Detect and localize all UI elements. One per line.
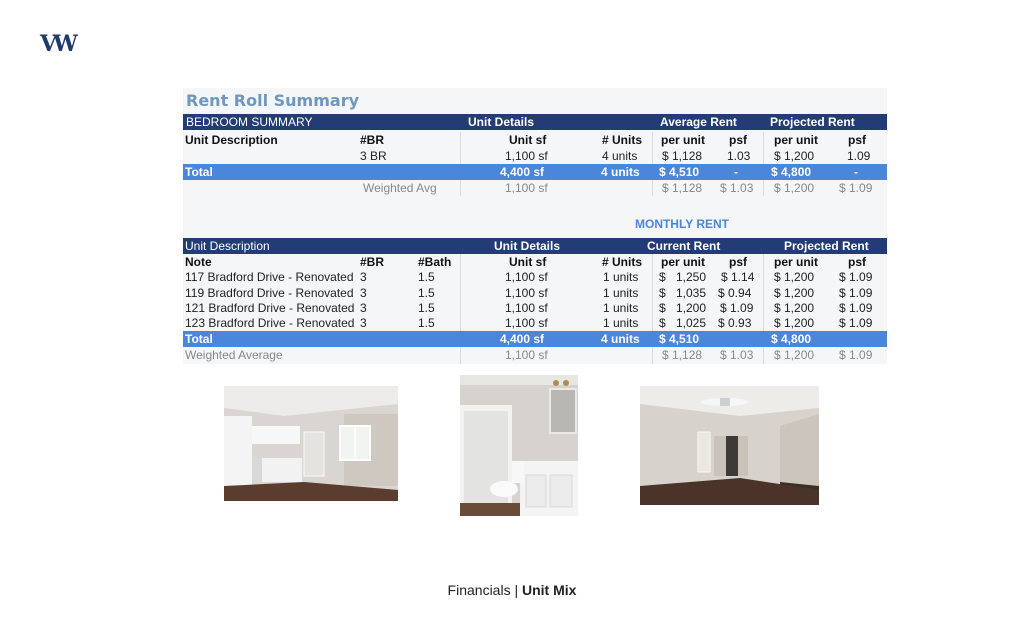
current-rent-header: Current Rent [647, 239, 721, 253]
weighted-label: Weighted Average [185, 348, 283, 362]
average-rent-header: Average Rent [660, 115, 737, 129]
section-label: Unit Description [185, 239, 270, 253]
unit-note: 119 Bradford Drive - Renovated [185, 286, 354, 300]
unit-count: 1 units [603, 286, 639, 300]
unit-br: 3 [360, 270, 367, 284]
proj-psf: $ 1.09 [839, 316, 873, 330]
section-label: BEDROOM SUMMARY [186, 115, 313, 129]
total-label: Total [185, 332, 213, 346]
total-unit-sf: 4,400 sf [500, 332, 545, 346]
table-row [183, 315, 887, 331]
col-units: # Units [602, 133, 643, 147]
col-avg-psf: psf [729, 133, 747, 147]
unit-count: 1 units [603, 270, 639, 284]
avg-psf-value: 1.03 [727, 149, 751, 163]
unit-note: 123 Bradford Drive - Renovated [185, 316, 355, 330]
proj-per-unit: $ 1,200 [774, 301, 815, 315]
cur-per-unit: 1,250 [676, 270, 707, 284]
kitchen-photo [224, 386, 398, 501]
total-unit-sf: 4,400 sf [500, 165, 545, 179]
living-room-photo [640, 386, 819, 505]
cur-per-unit: 1,025 [676, 316, 707, 330]
avg-per-unit-value: $ 1,128 [662, 149, 703, 163]
proj-per-unit-value: $ 1,200 [774, 149, 815, 163]
cur-psf: $ 1.14 [721, 270, 755, 284]
unit-sf-value: 1,100 sf [505, 149, 548, 163]
col-proj-psf: psf [848, 133, 866, 147]
unit-table-total [183, 331, 887, 347]
proj-psf: $ 1.09 [839, 301, 873, 315]
col-unit-description: Unit Description [185, 133, 278, 147]
footer-separator: | [510, 582, 522, 598]
col-unit-sf: Unit sf [509, 133, 547, 147]
total-proj-per-unit: $ 4,800 [771, 332, 812, 346]
total-avg-psf: - [734, 165, 738, 179]
col-units: # Units [602, 255, 643, 269]
cur-per-unit: 1,200 [676, 301, 707, 315]
total-units: 4 units [601, 165, 640, 179]
table-row [183, 285, 887, 301]
cur-psf: $ 1.09 [720, 301, 754, 315]
unit-count: 1 units [603, 301, 639, 315]
unit-table-columns [183, 254, 887, 270]
unit-table-header [183, 238, 887, 254]
weighted-cur-psf: $ 1.03 [720, 348, 754, 362]
col-br: #BR [360, 255, 385, 269]
col-unit-sf: Unit sf [509, 255, 547, 269]
col-br: #BR [360, 133, 385, 147]
cur-dollar-sign: $ [659, 316, 666, 330]
cur-per-unit: 1,035 [676, 286, 707, 300]
unit-br: 3 [360, 286, 367, 300]
bathroom-photo [460, 375, 578, 516]
footer-page: Unit Mix [522, 582, 577, 598]
total-proj-psf: - [854, 165, 858, 179]
total-cur-per-unit: $ 4,510 [659, 332, 700, 346]
projected-rent-header: Projected Rent [770, 115, 855, 129]
cur-dollar-sign: $ [659, 301, 666, 315]
unit-count: 1 units [603, 316, 639, 330]
col-proj-psf: psf [848, 255, 866, 269]
unit-sf: 1,100 sf [505, 270, 548, 284]
col-cur-per-unit: per unit [661, 255, 705, 269]
unit-bath: 1.5 [418, 316, 435, 330]
col-proj-per-unit: per unit [774, 133, 818, 147]
bedroom-summary-total [183, 164, 887, 180]
weighted-proj-per-unit: $ 1,200 [774, 181, 815, 195]
br-value: 3 BR [360, 149, 387, 163]
bedroom-summary-weighted [183, 180, 887, 196]
total-units: 4 units [601, 332, 640, 346]
total-avg-per-unit: $ 4,510 [659, 165, 700, 179]
unit-note: 117 Bradford Drive - Renovated [185, 270, 354, 284]
unit-br: 3 [360, 301, 367, 315]
col-bath: #Bath [418, 255, 452, 269]
total-label: Total [185, 165, 213, 179]
weighted-unit-sf: 1,100 sf [505, 348, 548, 362]
proj-per-unit: $ 1,200 [774, 316, 815, 330]
projected-rent-header: Projected Rent [784, 239, 869, 253]
page-title: Rent Roll Summary [186, 91, 360, 110]
total-proj-per-unit: $ 4,800 [771, 165, 812, 179]
unit-details-header: Unit Details [468, 115, 535, 129]
unit-note: 121 Bradford Drive - Renovated [185, 301, 355, 315]
unit-sf: 1,100 sf [505, 301, 548, 315]
proj-psf: $ 1.09 [839, 286, 873, 300]
cur-psf: $ 0.93 [718, 316, 752, 330]
weighted-unit-sf: 1,100 sf [505, 181, 548, 195]
weighted-avg-psf: $ 1.03 [720, 181, 754, 195]
cur-dollar-sign: $ [659, 270, 666, 284]
unit-bath: 1.5 [418, 286, 435, 300]
unit-table-weighted [183, 347, 887, 363]
unit-br: 3 [360, 316, 367, 330]
col-avg-per-unit: per unit [661, 133, 705, 147]
table-row [183, 269, 887, 285]
proj-per-unit: $ 1,200 [774, 286, 815, 300]
unit-details-header: Unit Details [494, 239, 561, 253]
cur-dollar-sign: $ [659, 286, 666, 300]
weighted-label: Weighted Avg [363, 181, 437, 195]
table-row [183, 300, 887, 316]
unit-sf: 1,100 sf [505, 316, 548, 330]
weighted-proj-psf: $ 1.09 [839, 348, 873, 362]
col-note: Note [185, 255, 212, 269]
page-footer [0, 582, 1024, 598]
col-cur-psf: psf [729, 255, 747, 269]
units-value: 4 units [602, 149, 638, 163]
col-proj-per-unit: per unit [774, 255, 818, 269]
proj-per-unit: $ 1,200 [774, 270, 815, 284]
proj-psf: $ 1.09 [839, 270, 873, 284]
company-logo: VW [40, 31, 74, 57]
cur-psf: $ 0.94 [718, 286, 752, 300]
footer-section: Financials [447, 582, 511, 598]
unit-sf: 1,100 sf [505, 286, 548, 300]
bedroom-summary-header [183, 114, 887, 130]
proj-psf-value: 1.09 [847, 149, 871, 163]
unit-bath: 1.5 [418, 301, 435, 315]
weighted-proj-psf: $ 1.09 [839, 181, 873, 195]
weighted-proj-per-unit: $ 1,200 [774, 348, 815, 362]
weighted-avg-per-unit: $ 1,128 [662, 181, 703, 195]
monthly-rent-label: MONTHLY RENT [634, 217, 729, 231]
bedroom-summary-row [183, 148, 887, 164]
bedroom-summary-columns [183, 132, 887, 148]
unit-bath: 1.5 [418, 270, 435, 284]
weighted-cur-per-unit: $ 1,128 [662, 348, 703, 362]
